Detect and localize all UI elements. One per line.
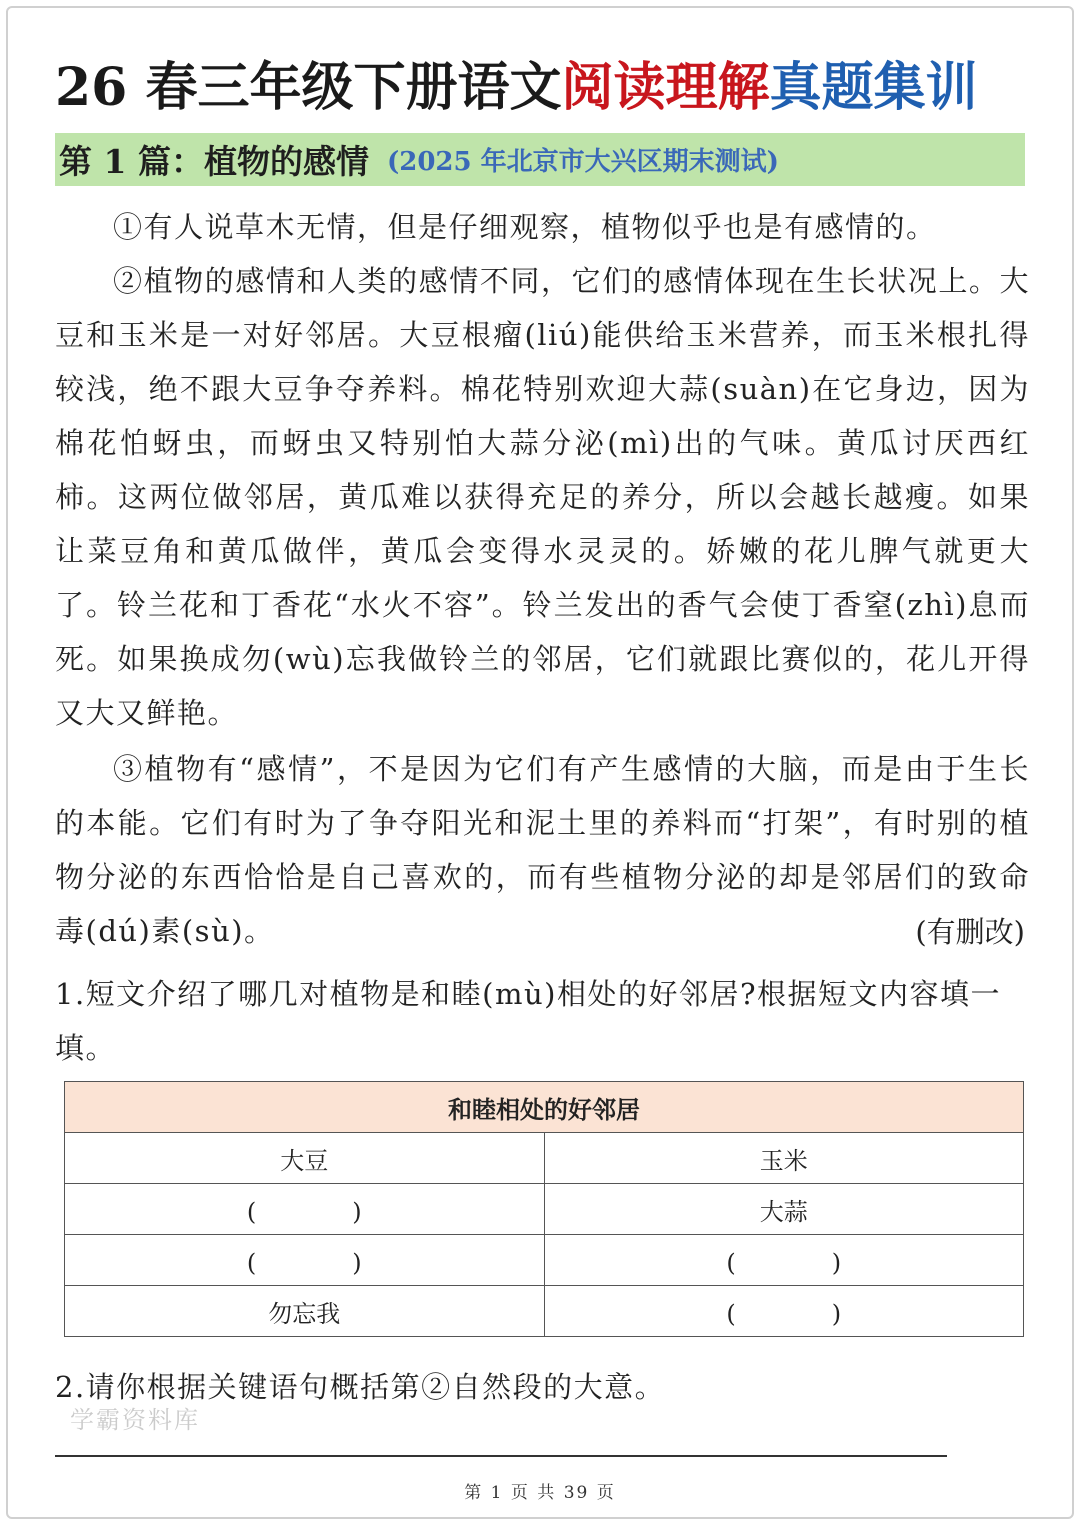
answer-blank[interactable]: ( ) xyxy=(544,1235,1024,1286)
watermark: 学霸资料库 xyxy=(70,1406,200,1434)
table-cell: 大蒜 xyxy=(544,1184,1024,1235)
table-row xyxy=(65,1184,1024,1235)
title-part-training: 真题集训 xyxy=(769,57,978,118)
answer-blank[interactable]: ( ) xyxy=(544,1286,1024,1337)
page-title xyxy=(55,50,1045,126)
table-cell: 玉米 xyxy=(544,1133,1024,1184)
answer-line[interactable] xyxy=(55,1455,947,1457)
answer-blank[interactable]: ( ) xyxy=(65,1235,545,1286)
question-1: 1.短文介绍了哪几对植物是和睦(mù)相处的好邻居?根据短文内容填一填。 xyxy=(55,977,1002,1065)
paragraph-1: ①有人说草木无情，但是仔细观察，植物似乎也是有感情的。 xyxy=(113,210,937,244)
page-footer: 第 1 页 共 39 页 xyxy=(464,1483,616,1503)
answer-blank[interactable]: ( ) xyxy=(65,1184,545,1235)
paragraph-3: ③植物有“感情”，不是因为它们有产生感情的大脑，而是由于生长的本能。它们有时为了争夺阳光和泥土里的养料而“打架”，有时别的植物分泌的东西恰恰是自己喜欢的，而有些植物分泌的却是邻居们的致命毒(dú)素(sù)。 xyxy=(55,752,1030,948)
question-2: 2.请你根据关键语句概括第②自然段的大意。 xyxy=(55,1370,666,1404)
section-header xyxy=(55,133,1025,186)
table-header: 和睦相处的好邻居 xyxy=(65,1082,1024,1133)
section-title: 第 1 篇：植物的感情 xyxy=(59,142,369,181)
title-part-reading: 阅读理解 xyxy=(561,57,770,118)
edit-note: (有删改) xyxy=(915,915,1025,949)
table-cell: 勿忘我 xyxy=(65,1286,545,1337)
title-part-grade: 26 春三年级下册语文 xyxy=(55,57,562,118)
table-row xyxy=(65,1286,1024,1337)
section-source: (2025 年北京市大兴区期末测试) xyxy=(386,147,779,177)
paragraph-2: ②植物的感情和人类的感情不同，它们的感情体现在生长状况上。大豆和玉米是一对好邻居。大豆根瘤(liú)能供给玉米营养，而玉米根扎得较浅，绝不跟大豆争夺养料。棉花特别欢迎大蒜(suàn)在它身边，因为棉花怕蚜虫，而蚜虫又特别怕大蒜分泌(mì)出的气味。黄瓜讨厌西红柿。这两位做邻居，黄瓜难以获得充足的养分，所以会越长越瘦。如果让菜豆角和黄瓜做伴，黄瓜会变得水灵灵的。娇嫩的花儿脾气就更大了。铃兰花和丁香花“水火不容”。铃兰发出的香气会使丁香窒(zhì)息而死。如果换成勿(wù)忘我做铃兰的邻居，它们就跟比赛似的，花儿开得又大又鲜艳。 xyxy=(55,264,1030,730)
table-row xyxy=(65,1235,1024,1286)
neighbors-table xyxy=(64,1081,1024,1337)
table-cell: 大豆 xyxy=(65,1133,545,1184)
table-row xyxy=(65,1133,1024,1184)
